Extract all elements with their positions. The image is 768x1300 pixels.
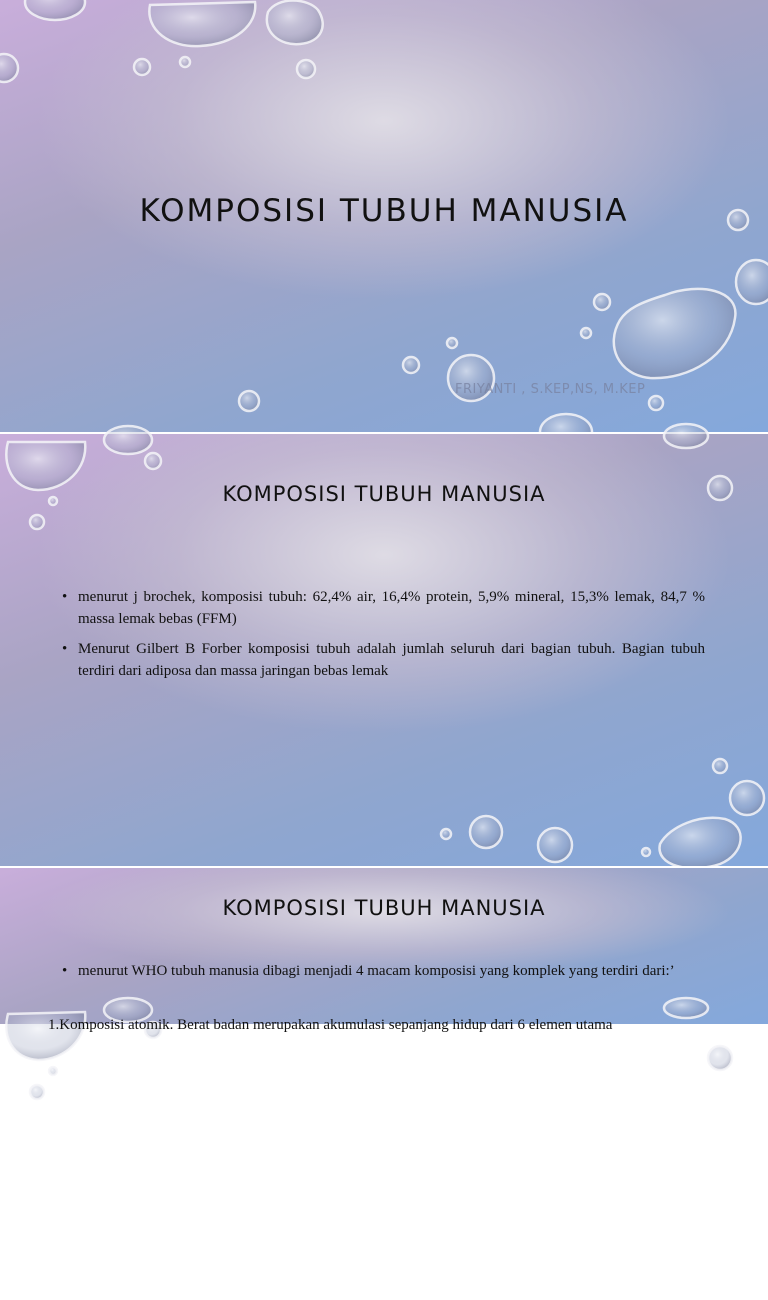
slide-content-1 bbox=[0, 434, 768, 866]
water-drops-decoration bbox=[0, 868, 768, 1300]
list-item bbox=[62, 586, 705, 630]
slide-3-bullet-list bbox=[62, 960, 705, 990]
slide-1-author: FRIYANTI , S.KEP,NS, M.KEP bbox=[455, 382, 646, 397]
bullet-icon: • bbox=[62, 641, 68, 657]
slide-content-2 bbox=[0, 868, 768, 1033]
slide-2-heading: KOMPOSISI TUBUH MANUSIA bbox=[222, 482, 546, 506]
bullet-text: Menurut Gilbert B Forber komposisi tubuh adalah jumlah seluruh dari bagian tubuh. Bagian tubuh terdiri dari adiposa dan massa jaringan bebas lemak bbox=[78, 641, 705, 679]
slide-title bbox=[0, 0, 768, 432]
slide-1-title: KOMPOSISI TUBUH MANUSIA bbox=[139, 193, 629, 229]
slide-2-bullet-list bbox=[62, 586, 705, 690]
bullet-icon: • bbox=[62, 589, 68, 605]
list-item bbox=[62, 638, 705, 682]
list-item bbox=[62, 960, 705, 982]
bullet-text: menurut WHO tubuh manusia dibagi menjadi 4 macam komposisi yang komplek yang terdiri dari:’ bbox=[78, 963, 675, 979]
bullet-text: menurut j brochek, komposisi tubuh: 62,4% air, 16,4% protein, 5,9% mineral, 15,3% lemak, 84,7 % massa lemak bebas (FFM) bbox=[78, 589, 705, 627]
bullet-icon: • bbox=[62, 963, 68, 979]
numbered-item-partial: 1.Komposisi atomik. Berat badan merupakan akumulasi sepanjang hidup dari 6 elemen utama bbox=[48, 1017, 613, 1033]
slide-3-heading: KOMPOSISI TUBUH MANUSIA bbox=[222, 896, 546, 920]
